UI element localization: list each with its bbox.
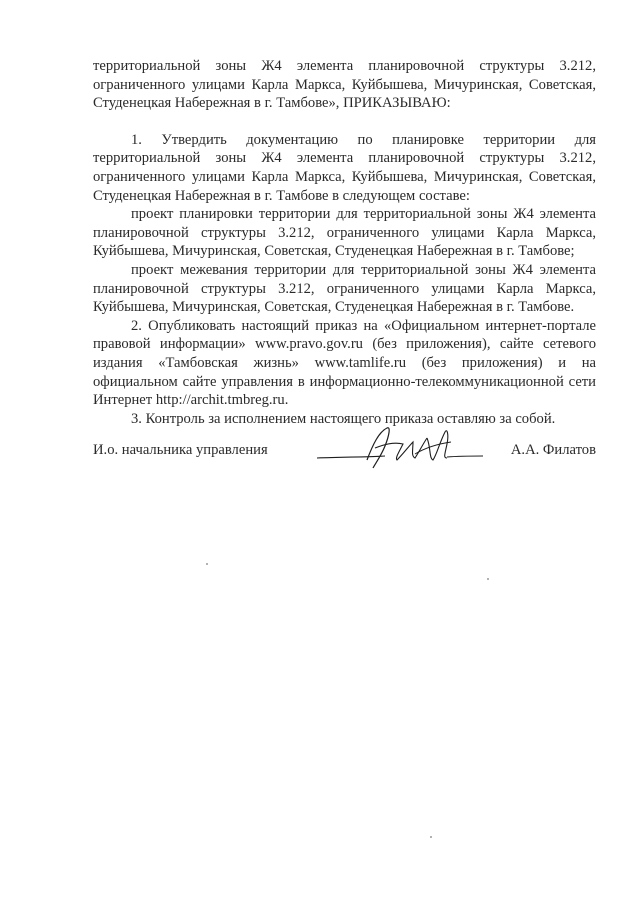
- signature-row: [93, 440, 596, 480]
- document-body: [93, 57, 596, 428]
- intro-paragraph: территориальной зоны Ж4 элемента планировочной структуры 3.212, ограниченного улицами Карла Маркса, Куйбышева, Мичуринская, Советская, Студенецкая Набережная в г. Тамбове», ПРИКАЗЫВАЮ:: [93, 58, 596, 112]
- signer-name: А.А. Филатов: [510, 442, 596, 458]
- item-1-paragraph: 1. Утвердить документацию по планировке территории для территориальной зоны Ж4 элемента планировочной структуры 3.212, ограниченного улицами Карла Маркса, Куйбышева, Мичуринская, Советская, Студенецкая Набережная в г. Тамбове в следующем составе:: [93, 131, 596, 204]
- item-2-paragraph: 2. Опубликовать настоящий приказ на «Официальном интернет-портале правовой информации» www.pravo.gov.ru (без приложения), сайте сетевого издания «Тамбовская жизнь» www.tamlife.ru (без приложения) и на официальном сайте управления в информационно-телекоммуникационной сети Интернет http://archit.tmbreg.ru.: [93, 317, 596, 409]
- item-1-subitem-surveying: проект межевания территории для территориальной зоны Ж4 элемента планировочной структуры 3.212, ограниченного улицами Карла Маркса, Куйбышева, Мичуринская, Советская, Студенецкая Набережная в г. Тамбове.: [93, 261, 596, 316]
- position-title: И.о. начальника управления: [93, 442, 268, 458]
- scan-speck: [430, 836, 432, 838]
- scan-speck: [206, 563, 208, 565]
- handwritten-signature: [315, 424, 485, 474]
- item-1-subitem-planning: проект планировки территории для территориальной зоны Ж4 элемента планировочной структуры 3.212, ограниченного улицами Карла Маркса, Куйбышева, Мичуринская, Советская, Студенецкая Набережная в г. Тамбове;: [93, 206, 596, 260]
- item-3-paragraph: 3. Контроль за исполнением настоящего приказа оставляю за собой.: [131, 410, 556, 427]
- scan-speck: [487, 578, 489, 580]
